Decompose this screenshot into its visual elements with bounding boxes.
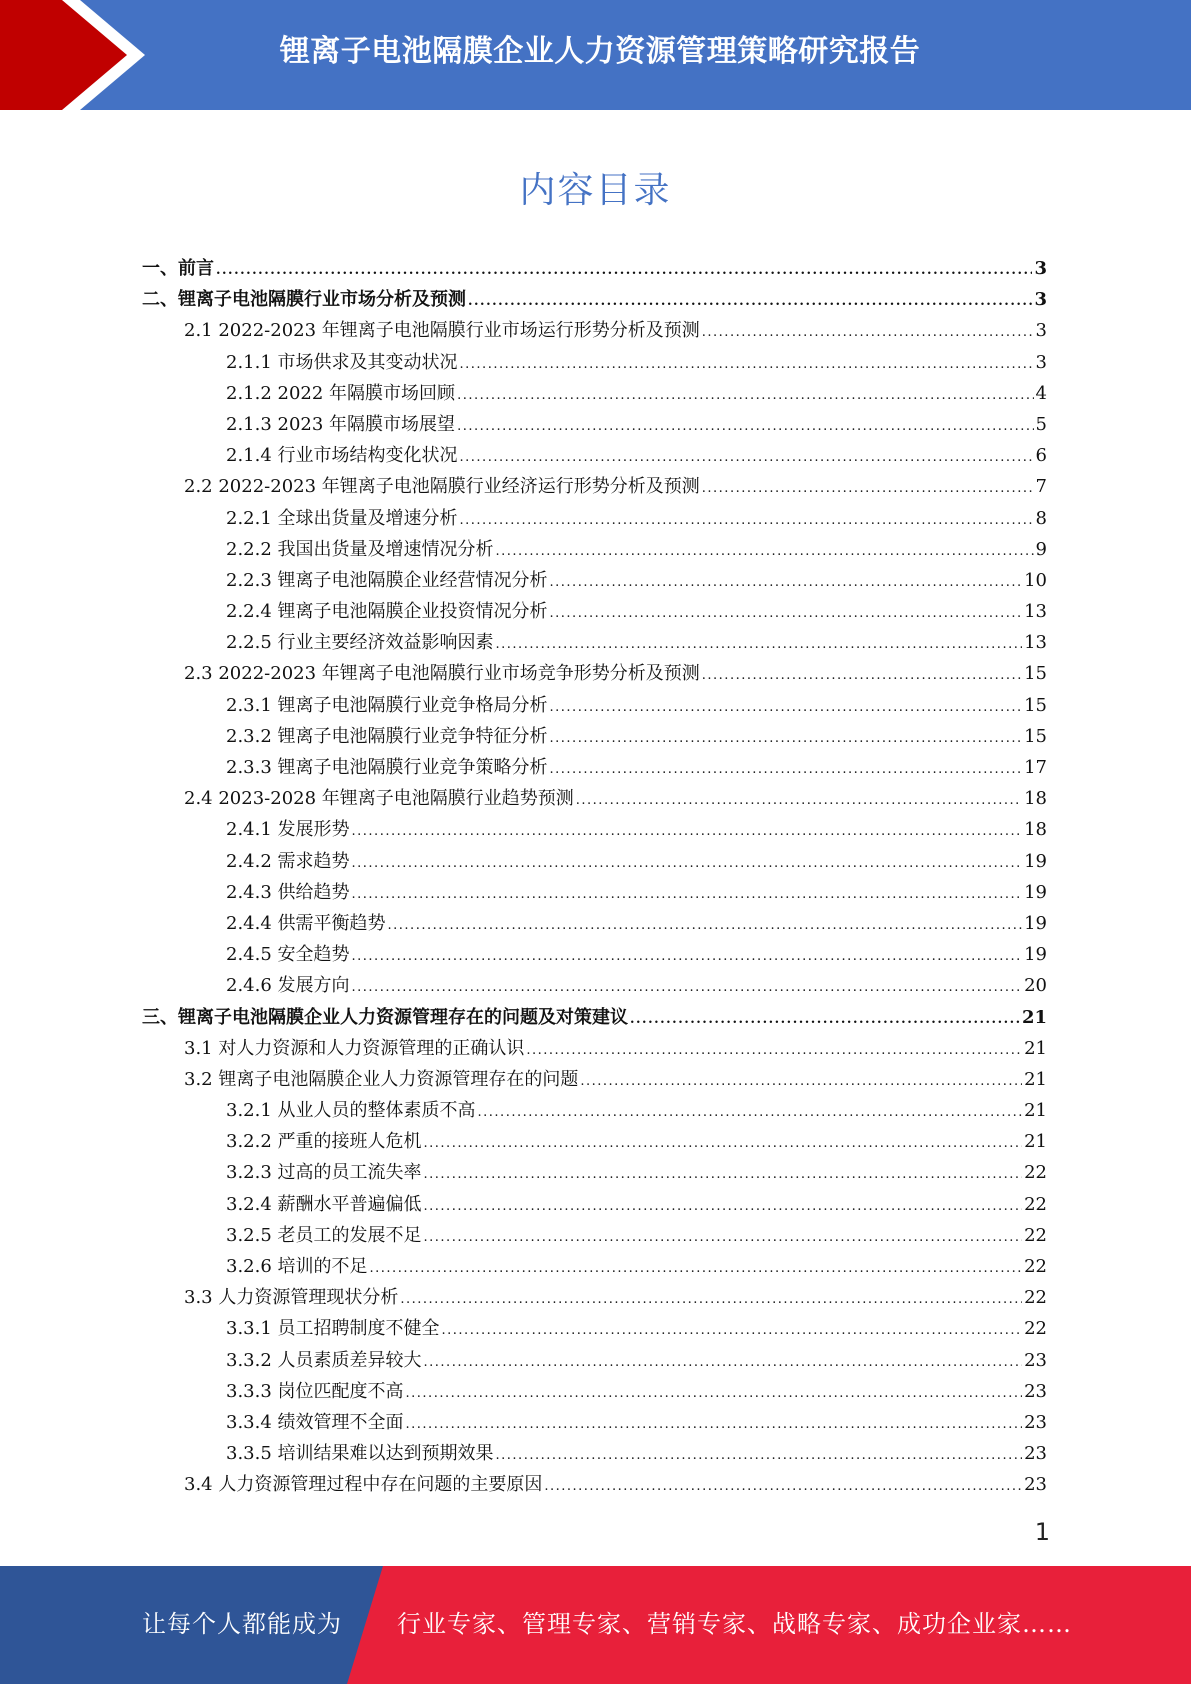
toc-entry[interactable] [142,253,1047,284]
toc-entry[interactable] [142,1407,1047,1438]
toc-entry[interactable] [142,565,1047,596]
toc-heading: 内容目录 [519,170,672,211]
toc-entry-page: 22 [1024,1224,1047,1246]
toc-entry-page: 23 [1024,1474,1047,1496]
toc-entry[interactable] [142,783,1047,814]
toc-entry[interactable] [142,1126,1047,1157]
toc-entry-page: 21 [1024,1068,1047,1090]
toc-entry[interactable] [142,690,1047,721]
toc-entry[interactable] [142,939,1047,970]
toc-entry[interactable] [142,970,1047,1001]
toc-entry-label: 3.1 对人力资源和人力资源管理的正确认识 [184,1037,525,1059]
toc-entry-label: 2.1 2022-2023 年锂离子电池隔膜行业市场运行形势分析及预测 [184,320,700,342]
toc-entry[interactable] [142,721,1047,752]
toc-leader-dots [352,816,1023,847]
toc-entry-page: 22 [1024,1287,1047,1309]
toc-entry-page: 20 [1024,975,1047,997]
toc-entry-label: 3.2 锂离子电池隔膜企业人力资源管理存在的问题 [184,1068,579,1090]
toc-entry-label: 一、前言 [142,258,214,279]
page-number: 1 [1034,1518,1050,1546]
toc-leader-dots [406,1409,1023,1440]
toc-entry-label: 2.4.5 安全趋势 [226,944,350,966]
toc-entry-page: 19 [1024,912,1047,934]
toc-leader-dots [576,785,1022,816]
toc-entry[interactable] [142,503,1047,534]
toc-entry-label: 3.3.4 绩效管理不全面 [226,1411,404,1433]
toc-entry-label: 2.4.4 供需平衡趋势 [226,912,386,934]
toc-entry-label: 3.2.5 老员工的发展不足 [226,1224,422,1246]
toc-entry-page: 23 [1024,1443,1047,1465]
toc-entry[interactable] [142,315,1047,346]
toc-leader-dots [544,1471,1022,1502]
toc-entry[interactable] [142,1033,1047,1064]
toc-leader-dots [702,473,1034,504]
toc-entry-label: 3.2.3 过高的员工流失率 [226,1162,422,1184]
footer-slogan-right: 行业专家、管理专家、营销专家、战略专家、成功企业家…… [397,1610,1072,1638]
toc-entry[interactable] [142,1313,1047,1344]
toc-leader-dots [352,848,1023,879]
toc-entry[interactable] [142,284,1047,315]
toc-entry-page: 22 [1024,1162,1047,1184]
toc-leader-dots [550,754,1023,785]
toc-entry-label: 3.3.5 培训结果难以达到预期效果 [226,1443,494,1465]
toc-entry-page: 19 [1024,944,1047,966]
toc-entry-page: 17 [1024,757,1047,778]
toc-entry-label: 2.4.2 需求趋势 [226,850,350,872]
toc-entry[interactable] [142,378,1047,409]
toc-entry-page: 21 [1021,1006,1047,1028]
toc-leader-dots [352,879,1023,910]
toc-entry[interactable] [142,1345,1047,1376]
toc-entry-label: 3.2.6 培训的不足 [226,1256,368,1277]
toc-entry[interactable] [142,1220,1047,1251]
toc-entry-page: 13 [1024,601,1047,623]
toc-entry[interactable] [142,1282,1047,1313]
toc-entry[interactable] [142,409,1047,440]
toc-leader-dots [352,941,1023,972]
toc-entry[interactable] [142,534,1047,565]
toc-entry-label: 3.3 人力资源管理现状分析 [184,1287,399,1309]
toc-leader-dots [630,1004,1020,1035]
toc-leader-dots [460,505,1034,536]
toc-entry-page: 18 [1024,788,1047,810]
toc-entry-page: 22 [1024,1318,1047,1340]
toc-leader-dots [702,660,1022,691]
table-of-contents [142,253,1047,1501]
toc-entry-label: 2.3.2 锂离子电池隔膜行业竞争特征分析 [226,725,548,747]
toc-entry-page: 21 [1024,1037,1047,1059]
toc-entry-label: 2.1.2 2022 年隔膜市场回顾 [226,382,456,404]
toc-entry[interactable] [142,1251,1047,1282]
toc-entry-page: 4 [1035,382,1047,404]
toc-leader-dots [424,1191,1023,1222]
toc-leader-dots [580,1066,1022,1097]
toc-leader-dots [550,692,1023,723]
toc-entry-page: 6 [1035,445,1047,467]
toc-leader-dots [550,598,1023,629]
toc-entry-label: 2.1.1 市场供求及其变动状况 [226,351,458,373]
toc-entry-page: 15 [1024,663,1047,685]
toc-entry-label: 3.3.3 岗位匹配度不高 [226,1380,404,1402]
page-footer [0,1566,1191,1684]
toc-entry[interactable] [142,908,1047,939]
toc-entry-label: 2.2.1 全球出货量及增速分析 [226,507,458,529]
toc-entry[interactable] [142,347,1047,378]
toc-entry-label: 三、锂离子电池隔膜企业人力资源管理存在的问题及对策建议 [142,1006,628,1028]
toc-entry-page: 5 [1035,413,1047,435]
toc-entry-page: 9 [1035,538,1047,560]
toc-entry-label: 2.4.1 发展形势 [226,819,350,841]
toc-entry[interactable] [142,1157,1047,1188]
toc-entry-label: 3.2.4 薪酬水平普遍偏低 [226,1193,422,1215]
toc-leader-dots [468,286,1032,317]
toc-entry-page: 3 [1035,320,1047,342]
toc-entry-label: 3.3.1 员工招聘制度不健全 [226,1318,440,1340]
toc-entry-label: 2.3.1 锂离子电池隔膜行业竞争格局分析 [226,694,548,716]
toc-leader-dots [550,723,1023,754]
toc-leader-dots [550,567,1023,598]
toc-entry[interactable] [142,596,1047,627]
toc-entry-label: 3.2.1 从业人员的整体素质不高 [226,1100,476,1122]
toc-entry-label: 2.4.6 发展方向 [226,975,350,997]
toc-entry-page: 23 [1024,1349,1047,1371]
toc-leader-dots [457,411,1033,442]
toc-entry-label: 2.2.2 我国出货量及增速情况分析 [226,538,494,560]
toc-entry-page: 13 [1024,632,1047,654]
toc-leader-dots [424,1347,1023,1378]
toc-entry-label: 二、锂离子电池隔膜行业市场分析及预测 [142,289,466,311]
toc-leader-dots [496,536,1034,567]
toc-leader-dots [460,442,1034,473]
toc-entry[interactable] [142,440,1047,471]
toc-leader-dots [424,1128,1023,1159]
toc-entry-page: 15 [1024,694,1047,716]
toc-entry-label: 2.2 2022-2023 年锂离子电池隔膜行业经济运行形势分析及预测 [184,476,700,498]
toc-leader-dots [216,255,1032,286]
toc-entry[interactable] [142,627,1047,658]
toc-entry[interactable] [142,1002,1047,1033]
toc-leader-dots [496,1440,1023,1471]
toc-entry[interactable] [142,1064,1047,1095]
toc-leader-dots [388,910,1023,941]
toc-leader-dots [352,972,1023,1003]
toc-leader-dots [460,349,1034,380]
toc-entry[interactable] [142,1189,1047,1220]
toc-entry-page: 23 [1024,1411,1047,1433]
toc-entry-page: 23 [1024,1380,1047,1402]
toc-leader-dots [424,1159,1023,1190]
toc-entry[interactable] [142,1438,1047,1469]
toc-leader-dots [424,1222,1023,1253]
toc-leader-dots [496,629,1023,660]
toc-leader-dots [442,1315,1023,1346]
toc-entry-page: 19 [1024,850,1047,872]
toc-entry-page: 7 [1035,476,1047,498]
toc-entry[interactable] [142,1095,1047,1126]
toc-entry-page: 3 [1034,258,1047,279]
toc-entry-label: 2.2.3 锂离子电池隔膜企业经营情况分析 [226,569,548,591]
toc-entry-label: 3.2.2 严重的接班人危机 [226,1131,422,1153]
toc-leader-dots [702,317,1034,348]
toc-entry-label: 3.3.2 人员素质差异较大 [226,1349,422,1371]
toc-entry[interactable] [142,658,1047,689]
toc-entry-label: 2.4 2023-2028 年锂离子电池隔膜行业趋势预测 [184,788,574,810]
toc-leader-dots [406,1378,1023,1409]
toc-entry-page: 8 [1035,507,1047,529]
toc-entry[interactable] [142,471,1047,502]
toc-entry-label: 2.1.3 2023 年隔膜市场展望 [226,413,456,435]
toc-entry[interactable] [142,846,1047,877]
toc-leader-dots [400,1284,1022,1315]
toc-entry-label: 2.1.4 行业市场结构变化状况 [226,445,458,467]
toc-leader-dots [370,1253,1023,1284]
footer-slogan-left: 让每个人都能成为 [142,1610,342,1638]
toc-entry-label: 3.4 人力资源管理过程中存在问题的主要原因 [184,1474,543,1496]
toc-entry[interactable] [142,752,1047,783]
toc-entry-label: 2.2.4 锂离子电池隔膜企业投资情况分析 [226,601,548,623]
toc-entry[interactable] [142,1469,1047,1500]
toc-entry-page: 18 [1024,819,1047,841]
toc-entry-label: 2.4.3 供给趋势 [226,881,350,903]
toc-entry-page: 21 [1024,1100,1047,1122]
toc-entry-page: 21 [1024,1131,1047,1153]
toc-entry[interactable] [142,814,1047,845]
header-title: 锂离子电池隔膜企业人力资源管理策略研究报告 [279,34,921,69]
toc-entry-label: 2.3 2022-2023 年锂离子电池隔膜行业市场竞争形势分析及预测 [184,663,700,685]
toc-entry-label: 2.3.3 锂离子电池隔膜行业竞争策略分析 [226,757,548,778]
page-header [0,0,1191,110]
toc-entry-page: 15 [1024,725,1047,747]
toc-entry-page: 22 [1024,1193,1047,1215]
toc-entry[interactable] [142,1376,1047,1407]
toc-entry-label: 2.2.5 行业主要经济效益影响因素 [226,632,494,654]
toc-entry-page: 22 [1024,1256,1047,1277]
toc-entry-page: 19 [1024,881,1047,903]
toc-leader-dots [526,1035,1022,1066]
toc-entry-page: 3 [1034,289,1047,311]
toc-entry[interactable] [142,877,1047,908]
toc-leader-dots [457,380,1033,411]
toc-leader-dots [478,1097,1023,1128]
toc-entry-page: 10 [1024,569,1047,591]
toc-entry-page: 3 [1035,351,1047,373]
